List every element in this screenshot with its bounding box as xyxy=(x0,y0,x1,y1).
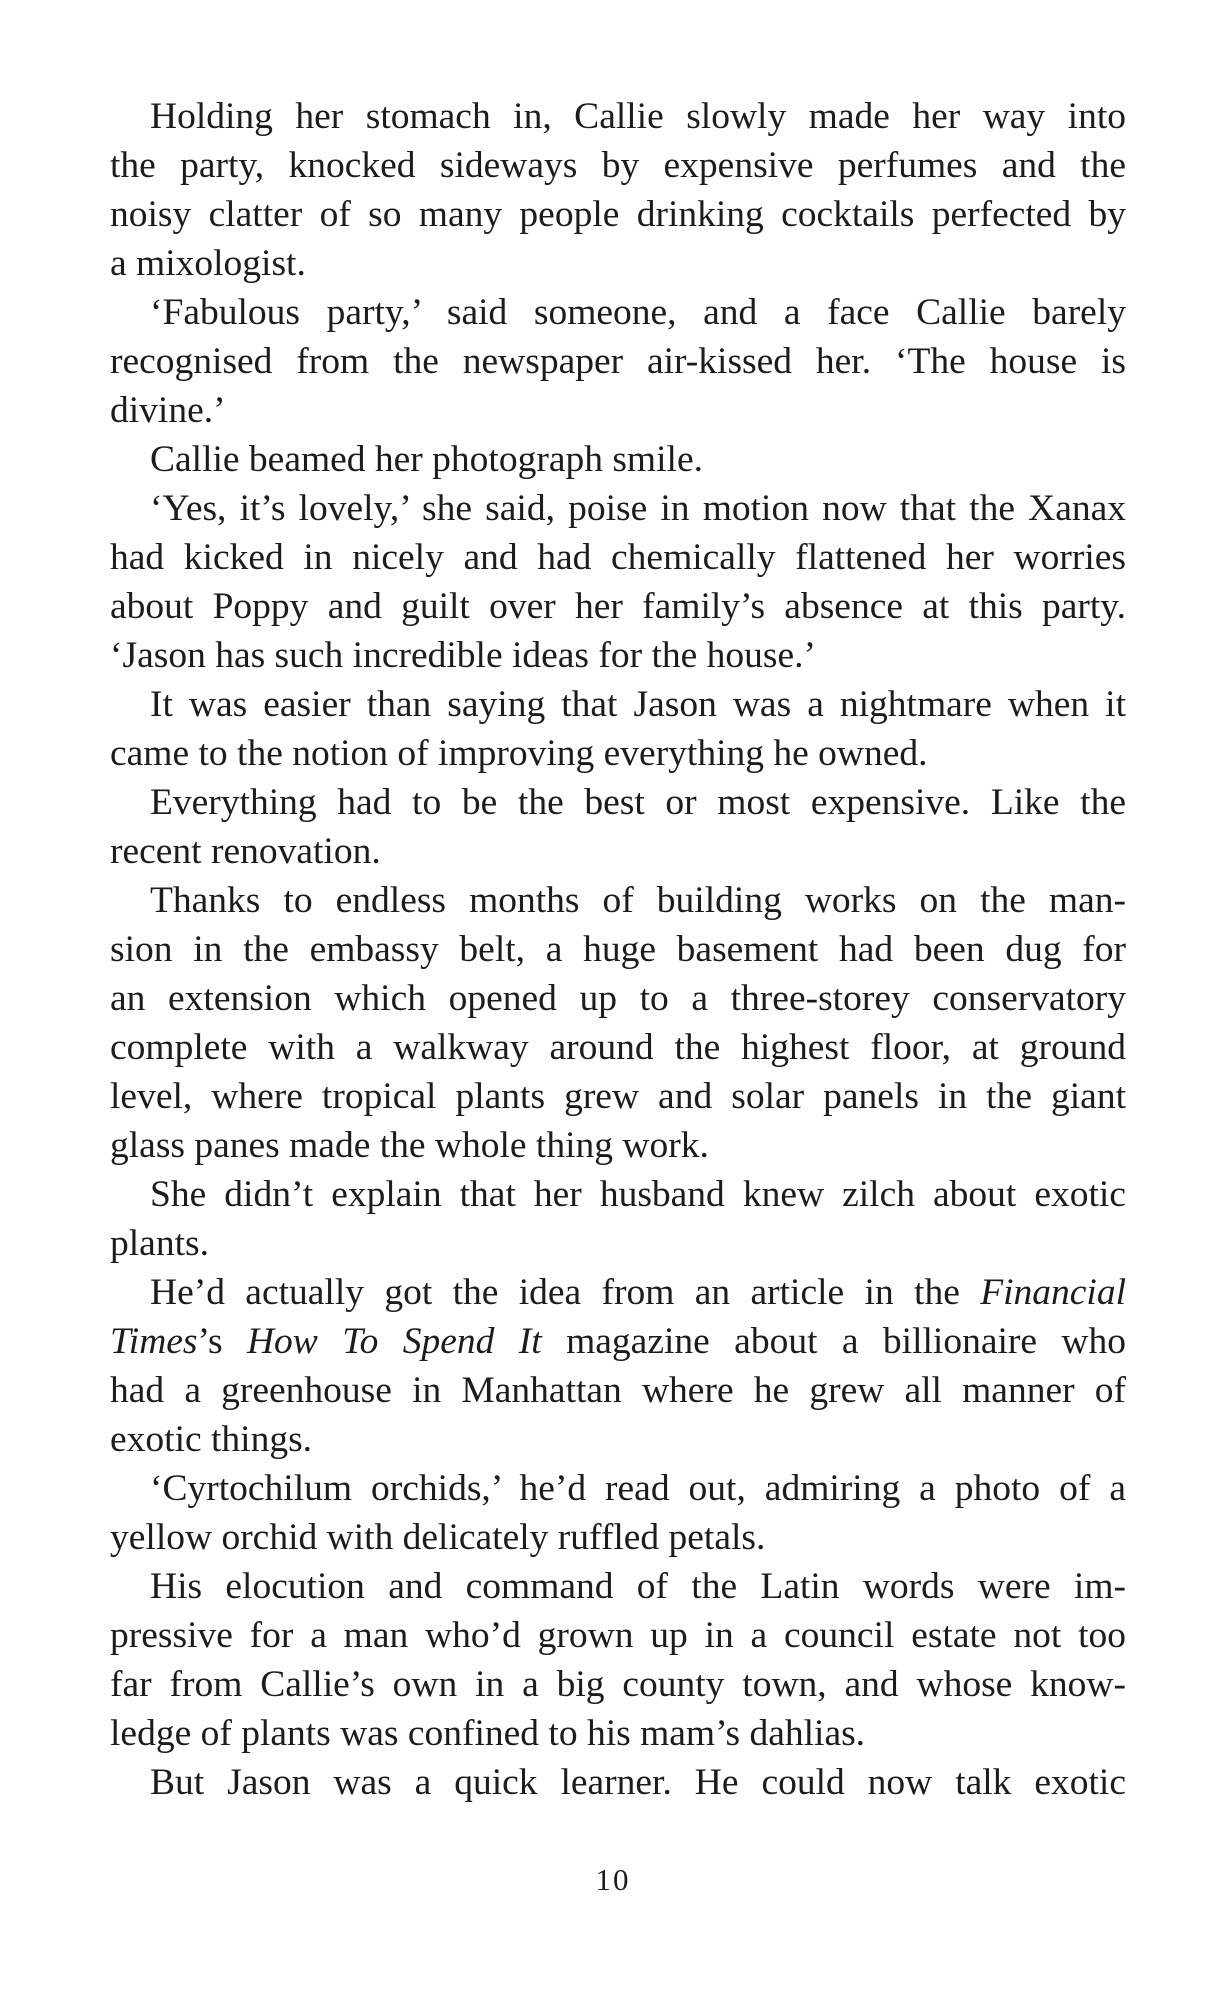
text-line xyxy=(110,1317,1126,1366)
paragraph xyxy=(110,288,1126,435)
text-line: recognised from the newspaper air-kissed her. ‘The house is xyxy=(110,341,1126,382)
text-line: But Jason was a quick learner. He could now talk exotic xyxy=(150,1762,1126,1803)
paragraph xyxy=(110,1170,1126,1268)
text-line: the party, knocked sideways by expensive perfumes and the xyxy=(110,145,1126,186)
text-line: about Poppy and guilt over her family’s absence at this party. xyxy=(110,586,1126,627)
text-line: came to the notion of improving everything he owned. xyxy=(110,733,928,774)
text-line: exotic things. xyxy=(110,1419,313,1460)
text-line: recent renovation. xyxy=(110,831,381,872)
text-line: Holding her stomach in, Callie slowly made her way into xyxy=(150,96,1126,137)
text-run: magazine about a billionaire who xyxy=(566,1321,1127,1362)
text-line: glass panes made the whole thing work. xyxy=(110,1125,709,1166)
text-line: an extension which opened up to a three-storey conservatory xyxy=(110,978,1126,1019)
text-line: His elocution and command of the Latin words were im- xyxy=(150,1566,1126,1607)
paragraph xyxy=(110,92,1126,288)
page-number: 10 xyxy=(595,1862,631,1897)
paragraph xyxy=(110,778,1126,876)
paragraph xyxy=(110,484,1126,680)
text-line: far from Callie’s own in a big county town, and whose know- xyxy=(110,1664,1126,1705)
text-line: ‘Yes, it’s lovely,’ she said, poise in motion now that the Xanax xyxy=(150,488,1126,529)
text-run: ’s xyxy=(197,1321,223,1362)
paragraph xyxy=(110,1268,1126,1464)
text-line: It was easier than saying that Jason was a nightmare when it xyxy=(150,684,1126,725)
paragraph xyxy=(110,1464,1126,1562)
body-text xyxy=(110,92,1126,1807)
text-line: ‘Cyrtochilum orchids,’ he’d read out, admiring a photo of a xyxy=(150,1468,1126,1509)
text-line: had kicked in nicely and had chemically flattened her worries xyxy=(110,537,1126,578)
text-line: ‘Jason has such incredible ideas for the house.’ xyxy=(110,635,817,676)
paragraph xyxy=(110,680,1126,778)
italic-text: How To Spend It xyxy=(246,1321,542,1362)
text-line: plants. xyxy=(110,1223,209,1264)
text-line: sion in the embassy belt, a huge basement had been dug for xyxy=(110,929,1126,970)
text-run: He’d actually got the idea from an article in the xyxy=(150,1272,960,1313)
text-line: ‘Fabulous party,’ said someone, and a face Callie barely xyxy=(150,292,1126,333)
text-line: Thanks to endless months of building works on the man- xyxy=(150,880,1126,921)
paragraph xyxy=(110,1758,1126,1807)
text-line: Everything had to be the best or most expensive. Like the xyxy=(150,782,1126,823)
text-line: ledge of plants was confined to his mam’s dahlias. xyxy=(110,1713,866,1754)
text-line xyxy=(110,1268,1126,1317)
text-line: had a greenhouse in Manhattan where he grew all manner of xyxy=(110,1370,1126,1411)
text-line: pressive for a man who’d grown up in a council estate not too xyxy=(110,1615,1126,1656)
text-line: yellow orchid with delicately ruffled petals. xyxy=(110,1517,766,1558)
text-line: level, where tropical plants grew and solar panels in the giant xyxy=(110,1076,1126,1117)
text-line: She didn’t explain that her husband knew zilch about exotic xyxy=(150,1174,1126,1215)
text-line: Callie beamed her photograph smile. xyxy=(150,439,703,480)
paragraph xyxy=(110,435,1126,484)
text-line: complete with a walkway around the highest floor, at ground xyxy=(110,1027,1126,1068)
text-line: a mixologist. xyxy=(110,243,306,284)
text-line: divine.’ xyxy=(110,390,226,431)
italic-text: Times xyxy=(110,1321,198,1362)
paragraph xyxy=(110,876,1126,1170)
italic-text: Financial xyxy=(980,1272,1126,1313)
text-line: noisy clatter of so many people drinking cocktails perfected by xyxy=(110,194,1126,235)
paragraph xyxy=(110,1562,1126,1758)
